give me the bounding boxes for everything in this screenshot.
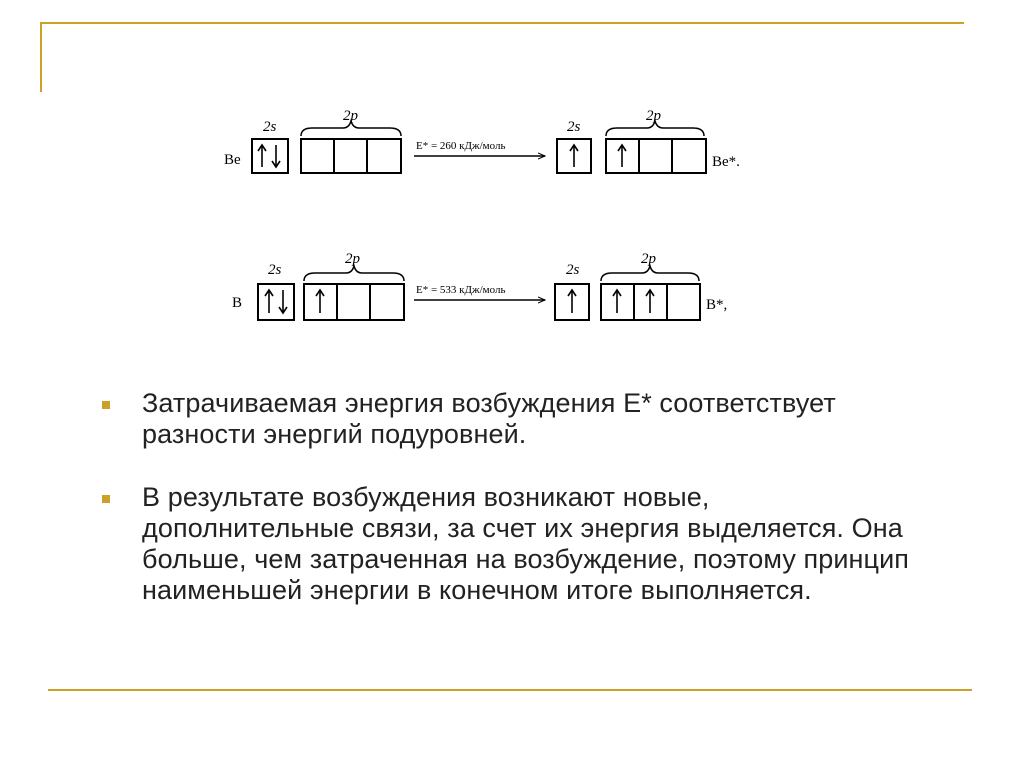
bullet-list (100, 388, 920, 638)
bullet-text: Затрачиваемая энергия возбуждения E* соответствует разности энергий подуровней. (142, 388, 836, 449)
b-star-2p-label: 2p (641, 251, 656, 267)
b-2s-cell (258, 284, 294, 320)
be-2s-cell (252, 139, 288, 173)
be-star-2p-up-arrow (618, 145, 626, 167)
atom-b-label: B (232, 295, 243, 311)
b-2s-label: 2s (268, 262, 282, 278)
b-energy-label: E* = 533 кДж/моль (416, 284, 506, 296)
orbital-diagram (0, 0, 1024, 360)
bullet-item (100, 482, 920, 606)
be-2s-label: 2s (263, 119, 277, 135)
be-star-2s-label: 2s (567, 119, 581, 135)
be-star-2s-up-arrow (570, 145, 578, 167)
be-2s-up-arrow (258, 145, 266, 167)
bullet-text: В результате возбуждения возникают новые, дополнительные связи, за счет их энергия выделяется. Она больше, чем затраченная на возбуждение, поэтому принцип наименьшей энергии в конечном итоге выполняется. (142, 482, 910, 605)
row-b (232, 251, 727, 320)
b-2s-down-arrow (279, 290, 287, 313)
b-star-2p-brace (601, 266, 699, 281)
orbital-diagram-svg (0, 0, 1024, 360)
b-2p-cells (304, 284, 404, 320)
bullet-item (100, 388, 920, 450)
be-energy-label: E* = 260 кДж/моль (416, 140, 506, 152)
b-2p-brace (304, 266, 404, 281)
b-star-2p-up-arrow-1 (613, 290, 621, 313)
b-2p-label: 2p (345, 251, 360, 267)
be-star-2p-cells (606, 139, 706, 173)
b-star-2s-label: 2s (566, 262, 580, 278)
frame-bottom-line (48, 689, 972, 691)
bullet-square-icon (102, 495, 110, 503)
b-star-label: B*, (706, 297, 728, 313)
row-be (224, 108, 740, 173)
b-star-2s-up-arrow (568, 290, 576, 313)
b-2s-up-arrow (265, 290, 273, 313)
be-star-label: Be*. (712, 154, 740, 170)
bullet-square-icon (102, 401, 110, 409)
be-star-2p-label: 2p (646, 108, 661, 124)
be-2p-label: 2p (343, 108, 358, 124)
b-star-2p-up-arrow-2 (646, 290, 654, 313)
atom-be-label: Be (224, 152, 241, 168)
be-2s-down-arrow (272, 145, 280, 167)
b-2p-up-arrow (316, 290, 324, 313)
be-2p-cells (301, 139, 401, 173)
